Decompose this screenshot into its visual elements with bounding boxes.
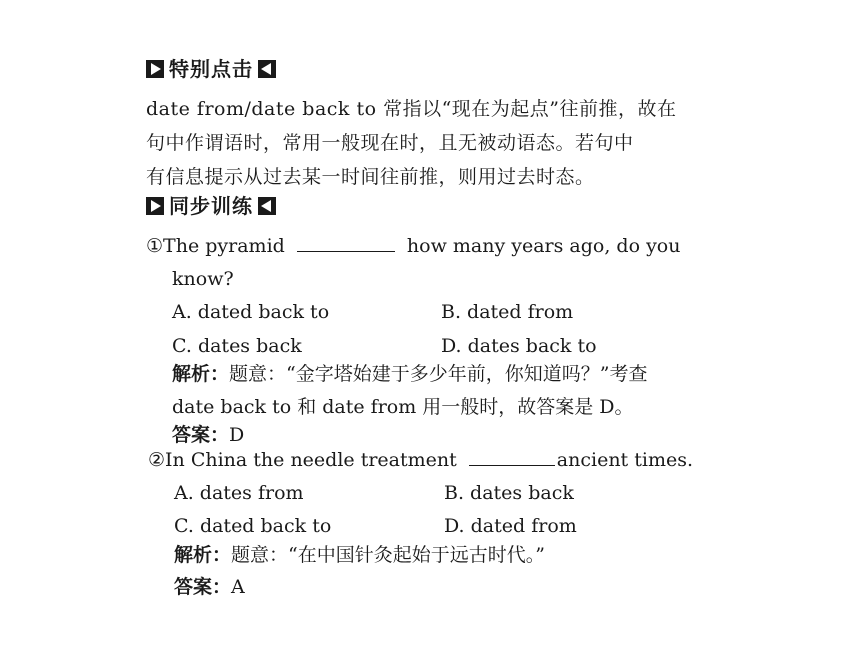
analysis-label: 解析： <box>174 544 232 566</box>
question-2-answer <box>174 575 245 599</box>
stem-text: In China the needle treatment <box>165 449 457 471</box>
right-triangle-marker-icon <box>146 197 164 215</box>
option-a: A. dated back to <box>172 301 330 323</box>
option-d: D. dated from <box>444 515 577 537</box>
analysis-text: 题意：“金字塔始建于多少年前，你知道吗？”考查 <box>229 363 648 385</box>
section-header-practice <box>146 194 276 218</box>
question-number: ① <box>146 235 164 257</box>
stem-text: how many years ago, do you <box>406 235 681 257</box>
answer-label: 答案： <box>174 576 232 598</box>
question-2-analysis <box>174 543 545 567</box>
question-1-analysis-line2: date back to 和 date from 用一般时，故答案是 D。 <box>172 396 634 418</box>
question-1-answer <box>172 423 244 447</box>
stem-text: ancient times. <box>556 449 693 471</box>
question-1-stem <box>146 234 680 258</box>
section-title: 同步训练 <box>169 194 253 218</box>
option-c: C. dates back <box>172 335 302 357</box>
tip-line-1: date from/date back to 常指以“现在为起点”往前推，故在 <box>146 98 677 120</box>
answer-value: D <box>229 424 245 446</box>
answer-blank <box>297 235 395 252</box>
stem-text: The pyramid <box>163 235 285 257</box>
answer-label: 答案： <box>172 424 230 446</box>
question-2-stem <box>148 448 693 472</box>
option-b: B. dates back <box>444 482 574 504</box>
answer-blank <box>469 449 555 466</box>
question-number: ② <box>148 449 166 471</box>
question-1-analysis <box>172 362 647 386</box>
left-triangle-marker-icon <box>258 60 276 78</box>
tip-line-3: 有信息提示从过去某一时间往前推，则用过去时态。 <box>146 166 595 188</box>
option-c: C. dated back to <box>174 515 332 537</box>
tip-line-2: 句中作谓语时，常用一般现在时，且无被动语态。若句中 <box>146 132 634 154</box>
left-triangle-marker-icon <box>258 197 276 215</box>
question-1-stem-line2: know? <box>172 268 234 290</box>
option-d: D. dates back to <box>441 335 597 357</box>
answer-value: A <box>231 576 245 598</box>
section-title: 特别点击 <box>169 57 253 81</box>
option-b: B. dated from <box>441 301 574 323</box>
analysis-text: 题意：“在中国针灸起始于远古时代。” <box>231 544 545 566</box>
section-header-tips <box>146 57 276 81</box>
analysis-label: 解析： <box>172 363 230 385</box>
option-a: A. dates from <box>174 482 304 504</box>
right-triangle-marker-icon <box>146 60 164 78</box>
